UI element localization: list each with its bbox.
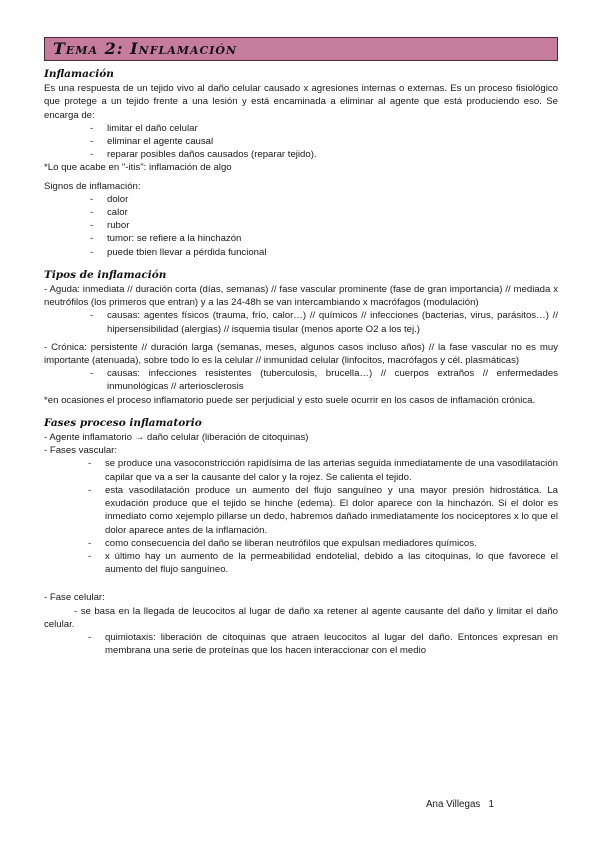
list-item: - reparar posibles daños causados (reparar tejido). <box>90 148 558 161</box>
list-item: - se produce una vasoconstricción rapidísima de las arterias seguida inmediatamente de una vasodilatación capilar que va a ser la causante del calor y la rojez. Se calienta el tejido. <box>88 457 558 483</box>
celular-intro: - se basa en la llegada de leucocitos al lugar de daño xa retener al agente causante del daño y limitar el daño celular. <box>44 605 558 630</box>
intro-paragraph: Es una respuesta de un tejido vivo al daño celular causado x agresiones internas o externas. Es un proceso fisiológico que protege a un tejido frente a una lesión y está encaminada a eliminar al agente que está produciendo eso. Se encarga de: <box>44 83 558 121</box>
tipos-note: *en ocasiones el proceso inflamatorio puede ser perjudicial y esto suele ocurrir en los casos de inflamación crónica. <box>44 394 536 406</box>
page-footer: Ana Villegas 1 <box>426 799 494 810</box>
vascular-label: - Fases vascular: <box>44 445 118 457</box>
tasks-list <box>44 122 558 162</box>
agente-line: - Agente inflamatorio → daño celular (liberación de citoquinas) <box>44 432 309 444</box>
aguda-paragraph: - Aguda: inmediata // duración corta (días, semanas) // fase vascular prominente (fase de gran importancia) // mediada x neutrófilos (los primeros que entran) y a las 24-48h se van intercambiando x macrófagos (modulación) <box>44 284 558 309</box>
signs-label: Signos de inflamación: <box>44 180 141 192</box>
list-item: - esta vasodilatación produce un aumento del flujo sanguíneo y una mayor presión hidrostática. La exudación produce que el tejido se hinche (edema). El dolor aparece con la hinchazón. Si el dolor es inmediato como xejemplo pillarse un dedo, habremos dañado inmediatamente los nociceptores x lo que el dolor aparece antes de la inflamación. <box>88 484 558 537</box>
list-item: - eliminar el agente causal <box>90 135 558 148</box>
signs-list <box>44 193 558 259</box>
list-item: - dolor <box>90 193 558 206</box>
heading-inflamacion: Inflamación <box>44 68 114 80</box>
list-item: - causas: infecciones resistentes (tuberculosis, brucella…) // cuerpos extraños // enfermedades inmunológicas // arteriosclerosis <box>90 367 558 393</box>
list-item: - quimiotaxis: liberación de citoquinas que atraen leucocitos al lugar del daño. Entonces expresan en membrana una serie de proteínas que los hacen interaccionar con el medio <box>88 631 558 657</box>
list-item: - x último hay un aumento de la permeabilidad endotelial, debido a las citoquinas, lo que favorece el aumento del flujo sanguíneo. <box>88 550 558 576</box>
title-banner <box>44 37 558 61</box>
cronica-paragraph: - Crónica: persistente // duración larga (semanas, meses, algunos casos incluso años) // la fase vascular no es muy importante (atenuada), sobre todo lo es la celular // inmunidad celular (linfocitos, macrófagos y cél. plasmáticas) <box>44 341 558 367</box>
list-item: - tumor: se refiere a la hinchazón <box>90 232 558 245</box>
itis-note: *Lo que acabe en "-itis": inflamación de algo <box>44 162 232 174</box>
cronica-causes-list <box>44 367 558 393</box>
list-item: - causas: agentes físicos (trauma, frío, calor…) // químicos // infecciones (bacterias, virus, parásitos…) // hipersensibilidad (alergias) // isquemia tisular (menos aporte O2 a los tej.) <box>90 309 558 335</box>
list-item: - como consecuencia del daño se liberan neutrófilos que expulsan mediadores químicos. <box>88 537 558 550</box>
list-item: - limitar el daño celular <box>90 122 558 135</box>
heading-fases: Fases proceso inflamatorio <box>44 416 202 429</box>
document-page <box>44 37 558 657</box>
celular-list <box>44 631 558 657</box>
vascular-list <box>44 457 558 576</box>
celular-label: - Fase celular: <box>44 592 105 604</box>
heading-tipos: Tipos de inflamación <box>44 268 167 281</box>
list-item: - puede tbien llevar a pérdida funcional <box>90 246 558 259</box>
page-title: Tema 2: Inflamación <box>53 39 238 59</box>
list-item: - calor <box>90 206 558 219</box>
aguda-causes-list <box>44 309 558 335</box>
list-item: - rubor <box>90 219 558 232</box>
